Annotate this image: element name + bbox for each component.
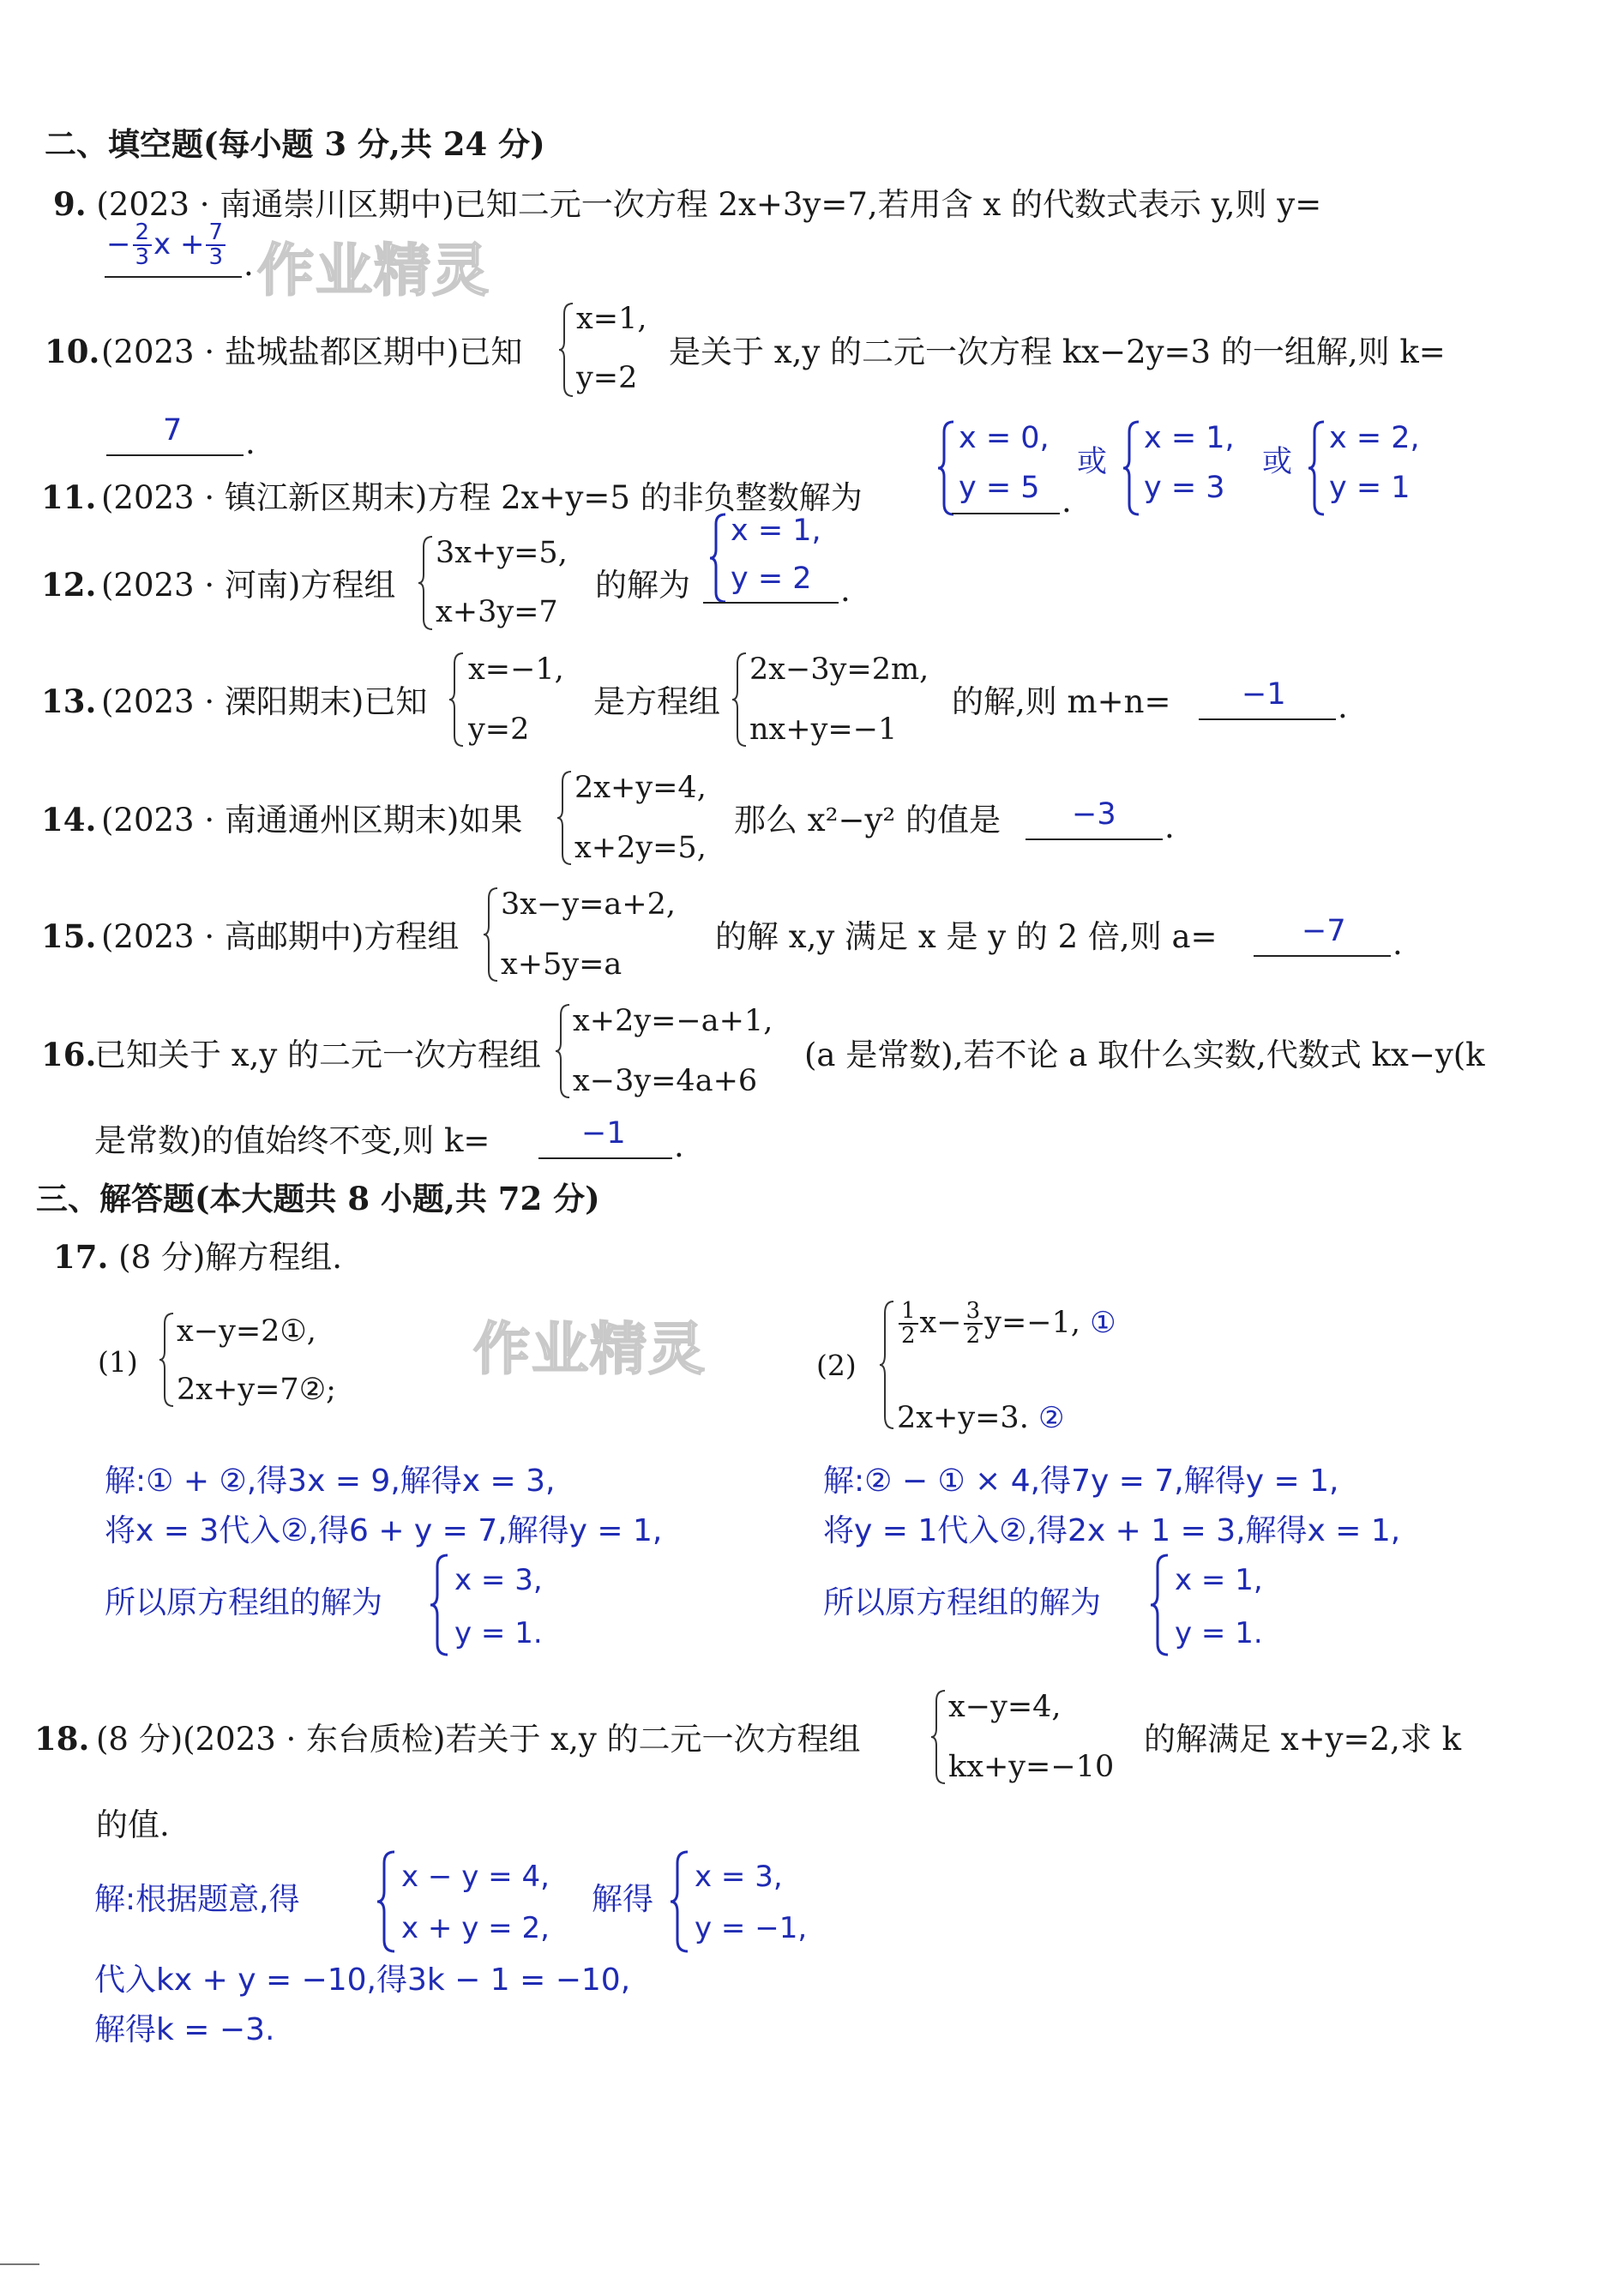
equation: y=2 <box>576 361 638 395</box>
brace <box>556 770 573 866</box>
fraction: $\frac{7}{3}$ <box>206 221 226 270</box>
answer-equation: y = 5 <box>959 471 1040 505</box>
solution-line: 将x = 3代入②,得6 + y = 7,解得y = 1, <box>105 1513 663 1548</box>
equation-marker: ① <box>1090 1305 1116 1340</box>
question-number: 18. <box>34 1720 90 1758</box>
question-text: (8 分)解方程组. <box>118 1239 343 1276</box>
answer: −1 <box>581 1116 626 1151</box>
brace <box>669 1850 689 1953</box>
brace <box>429 1554 449 1656</box>
brace <box>557 302 574 398</box>
page-edge-mark <box>0 2263 39 2265</box>
solution-line: 将y = 1代入②,得2x + 1 = 3,解得x = 1, <box>823 1513 1401 1548</box>
question-text: (2023 · 南通崇川区期中)已知二元一次方程 2x+3y=7,若用含 x 的代数式表示 y,则 y= <box>96 186 1322 223</box>
period: . <box>1392 925 1403 962</box>
brace <box>929 1689 947 1785</box>
answer-equation: x + y = 2, <box>401 1911 550 1945</box>
question-text: 是常数)的值始终不变,则 k= <box>94 1122 490 1159</box>
question-text: 是关于 x,y 的二元一次方程 kx−2y=3 的一组解,则 k= <box>669 334 1446 370</box>
solution-line: 所以原方程组的解为 <box>105 1585 383 1620</box>
answer-equation: x = 0, <box>959 421 1050 455</box>
question-9 <box>53 185 1322 223</box>
equation: y=2 <box>468 712 530 747</box>
solution-line: 解:① + ②,得3x = 9,解得x = 3, <box>105 1464 556 1499</box>
question-number: 17. <box>53 1238 109 1276</box>
brace <box>158 1312 175 1408</box>
equation: kx+y=−10 <box>948 1750 1115 1784</box>
answer-equation: y = 1. <box>1175 1616 1263 1650</box>
brace <box>1122 420 1140 516</box>
fraction: $\frac{3}{2}$ <box>964 1300 983 1349</box>
solution-line: 解:② − ① × 4,得7y = 7,解得y = 1, <box>823 1464 1339 1499</box>
or-text: 或 <box>1077 445 1108 479</box>
answer-equation: y = −1, <box>695 1911 808 1945</box>
period: . <box>244 246 254 283</box>
or-text: 或 <box>1262 445 1293 479</box>
equation: x+2y=5, <box>574 831 707 865</box>
answer: −3 <box>1072 797 1116 832</box>
question-text: 的解 x,y 满足 x 是 y 的 2 倍,则 a= <box>715 918 1218 955</box>
equation: 2x−3y=2m, <box>749 652 929 687</box>
question-text: (2023 · 高邮期中)方程组 <box>101 918 460 955</box>
brace <box>936 420 955 516</box>
fraction: $\frac{2}{3}$ <box>133 221 153 270</box>
equation: nx+y=−1 <box>749 712 898 747</box>
brace <box>448 652 465 748</box>
answer-equation: x = 1, <box>1144 421 1235 455</box>
answer-equation: x = 3, <box>695 1860 783 1894</box>
brace <box>554 1003 571 1099</box>
answer: 7 <box>163 413 183 448</box>
answer-equation: x = 3, <box>454 1563 543 1597</box>
answer-9 <box>106 221 227 270</box>
question-number: 12. <box>41 566 97 604</box>
answer-blank <box>106 454 244 456</box>
equation <box>897 1401 1064 1435</box>
equation: x−y=4, <box>948 1690 1062 1724</box>
period: . <box>1164 808 1175 845</box>
part-label: (2) <box>816 1349 857 1382</box>
brace <box>708 513 727 604</box>
equation: 3x+y=5, <box>436 536 568 570</box>
question-number: 14. <box>41 801 97 838</box>
equation: x−3y=4a+6 <box>573 1064 758 1098</box>
period: . <box>674 1127 684 1164</box>
brace <box>376 1850 396 1953</box>
brace <box>1149 1554 1170 1656</box>
equation: x+5y=a <box>501 947 623 982</box>
equation: 2x+y=4, <box>574 771 707 805</box>
equation: 3x−y=a+2, <box>501 887 677 922</box>
answer-blank <box>703 602 839 604</box>
answer-text: x + <box>153 226 205 261</box>
equation: x=−1, <box>468 652 564 687</box>
answer-equation: y = 1. <box>454 1616 543 1650</box>
equation <box>897 1300 1116 1349</box>
question-text: (2023 · 南通通州区期末)如果 <box>101 802 523 838</box>
watermark: 作业精灵 <box>257 237 490 304</box>
question-number: 11. <box>41 478 97 516</box>
part-label: (1) <box>98 1345 138 1379</box>
question-text: (2023 · 盐城盐都区期中)已知 <box>101 334 523 370</box>
brace <box>482 887 499 983</box>
period: . <box>1338 688 1348 725</box>
question-17 <box>53 1238 343 1276</box>
solution-line: 解得k = −3. <box>94 2012 275 2047</box>
answer: −7 <box>1302 914 1346 948</box>
fraction: $\frac{1}{2}$ <box>899 1300 918 1349</box>
question-text: (2023 · 镇江新区期末)方程 2x+y=5 的非负整数解为 <box>101 479 863 516</box>
section-heading: 二、填空题(每小题 3 分,共 24 分) <box>45 125 545 163</box>
brace <box>1307 420 1326 516</box>
answer-equation: y = 2 <box>731 562 812 596</box>
answer-equation: x = 1, <box>731 514 821 548</box>
period: . <box>245 424 256 461</box>
solution-line: 解:根据题意,得 <box>94 1882 300 1917</box>
solution-line: 代入kx + y = −10,得3k − 1 = −10, <box>94 1962 631 1998</box>
question-number: 13. <box>41 682 97 720</box>
question-text: (a 是常数),若不论 a 取什么实数,代数式 kx−y(k <box>804 1037 1485 1073</box>
brace <box>417 535 434 631</box>
answer-equation: x − y = 4, <box>401 1860 550 1894</box>
question-number: 16. <box>41 1036 97 1073</box>
question-number: 10. <box>45 333 100 370</box>
answer-equation: x = 1, <box>1175 1563 1263 1597</box>
answer-blank <box>105 276 242 278</box>
question-text: (8 分)(2023 · 东台质检)若关于 x,y 的二元一次方程组 <box>96 1721 861 1758</box>
answer-equation: x = 2, <box>1329 421 1420 455</box>
answer-blank <box>1026 838 1163 840</box>
question-text: 那么 x²−y² 的值是 <box>734 802 1001 838</box>
question-text: 的解满足 x+y=2,求 k <box>1144 1721 1462 1758</box>
equation: x+2y=−a+1, <box>573 1004 773 1038</box>
solution-line: 所以原方程组的解为 <box>823 1585 1102 1620</box>
question-text: (2023 · 溧阳期末)已知 <box>101 683 428 720</box>
period: . <box>840 572 851 609</box>
answer-equation: y = 1 <box>1329 471 1411 505</box>
question-text: 的值. <box>96 1806 170 1843</box>
question-text: (2023 · 河南)方程组 <box>101 567 396 604</box>
solution-line: 解得 <box>592 1882 654 1917</box>
section-heading: 三、解答题(本大题共 8 小题,共 72 分) <box>36 1180 600 1217</box>
answer-text: − <box>106 226 131 261</box>
answer-blank <box>952 513 1060 514</box>
period: . <box>1062 483 1072 520</box>
equation: 2x+y=7②; <box>177 1373 336 1407</box>
equation-part: y=−1, <box>984 1305 1080 1340</box>
brace <box>878 1300 895 1430</box>
equation-part: x− <box>919 1305 962 1340</box>
answer-blank <box>1199 718 1336 720</box>
brace <box>731 652 748 748</box>
answer-equation: y = 3 <box>1144 471 1225 505</box>
answer: −1 <box>1242 677 1286 712</box>
question-number: 15. <box>41 917 97 955</box>
answer-blank <box>1254 955 1391 957</box>
question-text: 的解,则 m+n= <box>952 683 1171 720</box>
equation-marker: ② <box>1038 1401 1065 1435</box>
watermark: 作业精灵 <box>473 1316 707 1382</box>
question-number: 9. <box>53 185 87 223</box>
equation: x=1, <box>576 302 647 336</box>
equation-part: 2x+y=3. <box>897 1401 1029 1435</box>
question-text: 已知关于 x,y 的二元一次方程组 <box>94 1037 542 1073</box>
answer-blank <box>538 1157 672 1159</box>
question-text: 的解为 <box>595 567 690 604</box>
equation: x+3y=7 <box>436 595 558 629</box>
equation: x−y=2①, <box>177 1314 316 1349</box>
question-text: 是方程组 <box>593 683 720 720</box>
